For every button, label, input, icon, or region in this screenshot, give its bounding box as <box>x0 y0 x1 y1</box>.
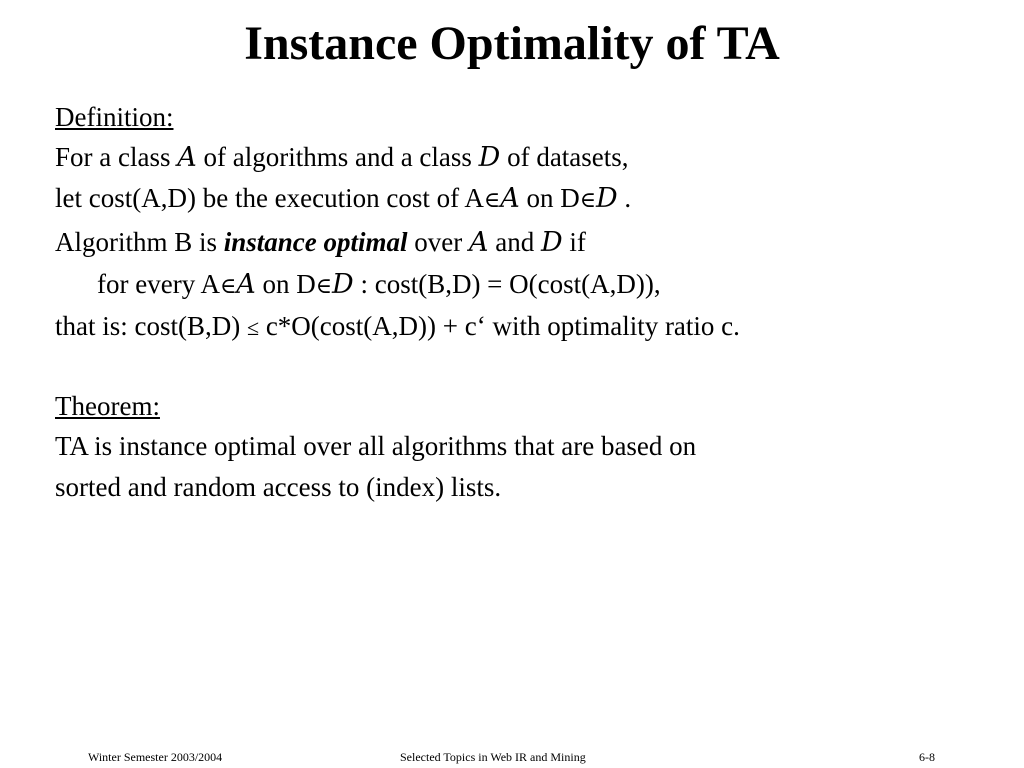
text-segment: of algorithms and a class <box>196 142 479 172</box>
footer-page-number: 6-8 <box>919 750 935 764</box>
algorithm-class-symbol: A <box>469 227 489 258</box>
text-segment: on D <box>255 269 316 299</box>
text-segment: of datasets, <box>500 142 629 172</box>
text-segment: . <box>617 183 632 213</box>
theorem-heading: Theorem: <box>55 391 160 421</box>
emphasized-term: instance optimal <box>223 227 408 257</box>
algorithm-class-symbol: A <box>177 142 197 173</box>
text-segment: over <box>407 227 470 257</box>
text-segment: : cost(B,D) = O(cost(A,D)), <box>353 269 661 299</box>
element-of-symbol: ∈ <box>219 273 237 298</box>
text-segment: c*O(cost(A,D)) + c‘ with optimality ratio c. <box>259 311 740 341</box>
text-segment: that is: cost(B,D) <box>55 311 247 341</box>
footer-semester: Winter Semester 2003/2004 <box>88 750 223 764</box>
algorithm-class-symbol: A <box>236 269 256 300</box>
text-segment: For a class <box>55 142 178 172</box>
theorem-line-1: TA is instance optimal over all algorithms that are based on <box>55 431 697 461</box>
text-segment: if <box>562 227 586 257</box>
text-segment: on D <box>519 183 580 213</box>
theorem-line-2: sorted and random access to (index) lists. <box>55 472 502 502</box>
dataset-class-symbol: D <box>541 227 563 258</box>
dataset-class-symbol: D <box>595 183 618 214</box>
definition-line-4 <box>97 267 661 303</box>
less-or-equal-symbol: ≤ <box>246 315 260 340</box>
definition-line-3 <box>55 225 586 260</box>
dataset-class-symbol: D <box>332 269 354 300</box>
element-of-symbol: ∈ <box>483 187 501 212</box>
element-of-symbol: ∈ <box>579 187 596 212</box>
text-segment: Algorithm B is <box>55 227 224 257</box>
definition-line-1 <box>55 140 629 175</box>
algorithm-class-symbol: A <box>500 183 520 214</box>
definition-line-2 <box>55 181 631 217</box>
definition-line-5 <box>55 309 740 345</box>
slide-title: Instance Optimality of TA <box>244 17 780 70</box>
text-segment: for every A <box>97 269 220 299</box>
element-of-symbol: ∈ <box>315 273 333 298</box>
text-segment: and <box>488 227 542 257</box>
definition-heading: Definition: <box>55 102 174 132</box>
footer-course-title: Selected Topics in Web IR and Mining <box>400 750 586 764</box>
text-segment: let cost(A,D) be the execution cost of A <box>55 183 484 213</box>
dataset-class-symbol: D <box>478 142 501 173</box>
